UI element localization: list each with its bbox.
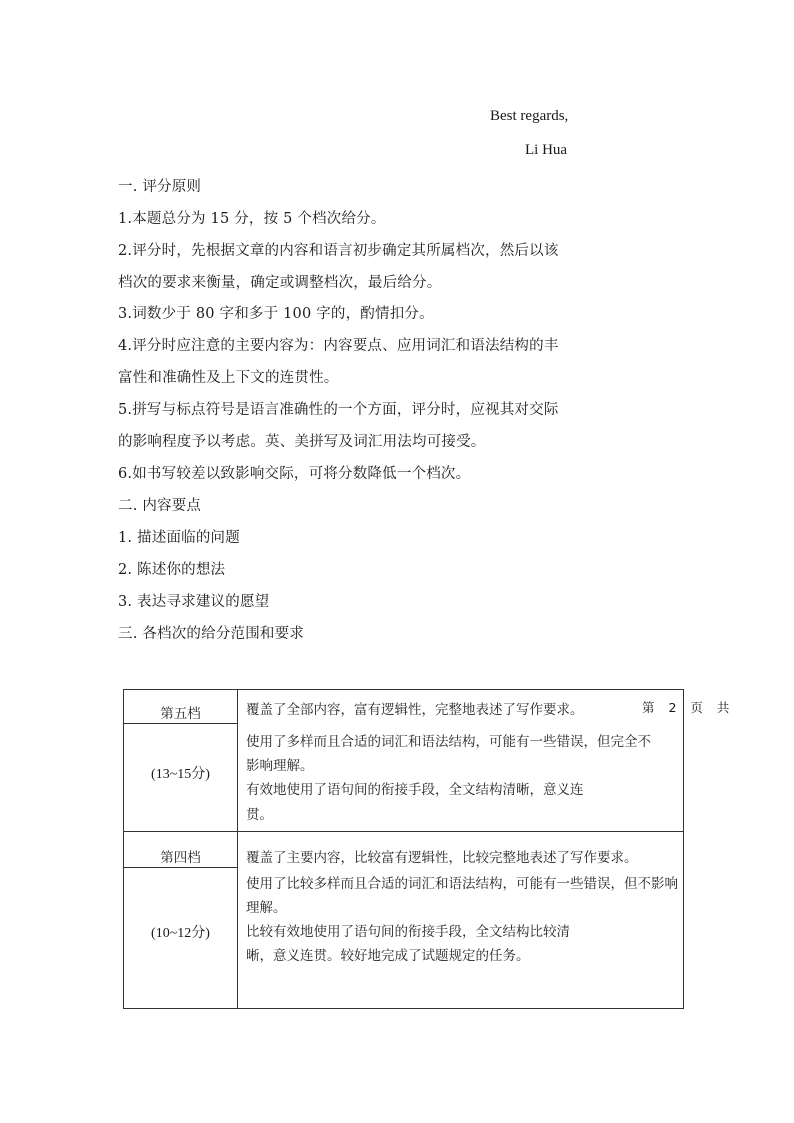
tier4-name: 第四档 [160,850,201,866]
tier5-desc-line-4: 有效地使用了语句间的衔接手段，全文结构清晰，意义连 [246,782,584,798]
principle-4-line-1: 4.评分时应注意的主要内容为：内容要点、应用词汇和语法结构的丰 [118,338,559,354]
tier5-desc-line-1: 覆盖了全部内容，富有逻辑性，完整地表述了写作要求。 [246,702,584,718]
tier4-desc-line-5: 晰，意义连贯。较好地完成了试题规定的任务。 [246,948,530,964]
content-point-1: 1. 描述面临的问题 [118,530,240,546]
closing-regards: Best regards, [490,108,569,124]
principle-4-line-2: 富性和准确性及上下文的连贯性。 [118,370,339,386]
principle-3: 3.词数少于 80 字和多于 100 字的，酌情扣分。 [118,306,434,322]
principle-2-line-2: 档次的要求来衡量，确定或调整档次，最后给分。 [118,275,442,291]
section-heading-tiers: 三. 各档次的给分范围和要求 [118,626,305,642]
tier5-desc-line-3: 影响理解。 [246,758,314,774]
table-column-divider [237,690,238,1008]
section-heading-content-points: 二. 内容要点 [118,498,202,514]
tier5-name: 第五档 [160,706,201,722]
tier5-name-divider [124,723,237,724]
principle-6: 6.如书写较差以致影响交际，可将分数降低一个档次。 [118,466,471,482]
principle-5-line-1: 5.拼写与标点符号是语言准确性的一个方面，评分时，应视其对交际 [118,402,559,418]
tier-divider [124,831,683,832]
principle-1: 1.本题总分为 15 分，按 5 个档次给分。 [118,211,386,227]
tier4-desc-line-2: 使用了比较多样而且合适的词汇和语法结构，可能有一些错误，但不影响 [246,876,678,892]
tier4-name-divider [124,867,237,868]
tier5-desc-line-5: 贯。 [246,807,273,823]
tier4-desc-line-1: 覆盖了主要内容，比较富有逻辑性，比较完整地表述了写作要求。 [246,850,638,866]
tier4-range: (10~12分) [151,926,210,941]
principle-5-line-2: 的影响程度予以考虑。英、美拼写及词汇用法均可接受。 [118,434,486,450]
tier4-desc-line-4: 比较有效地使用了语句间的衔接手段，全文结构比较清 [246,924,570,940]
tier4-desc-line-3: 理解。 [246,900,287,916]
closing-name: Li Hua [525,142,568,158]
page-number: 第 2 页 共 [642,700,730,715]
tier5-range: (13~15分) [151,767,210,782]
principle-2-line-1: 2.评分时，先根据文章的内容和语言初步确定其所属档次，然后以该 [118,243,559,259]
content-point-2: 2. 陈述你的想法 [118,562,226,578]
tier5-desc-line-2: 使用了多样而且合适的词汇和语法结构，可能有一些错误，但完全不 [246,734,651,750]
grading-table [123,689,684,1009]
section-heading-scoring-principles: 一. 评分原则 [118,179,202,195]
content-point-3: 3. 表达寻求建议的愿望 [118,594,270,610]
